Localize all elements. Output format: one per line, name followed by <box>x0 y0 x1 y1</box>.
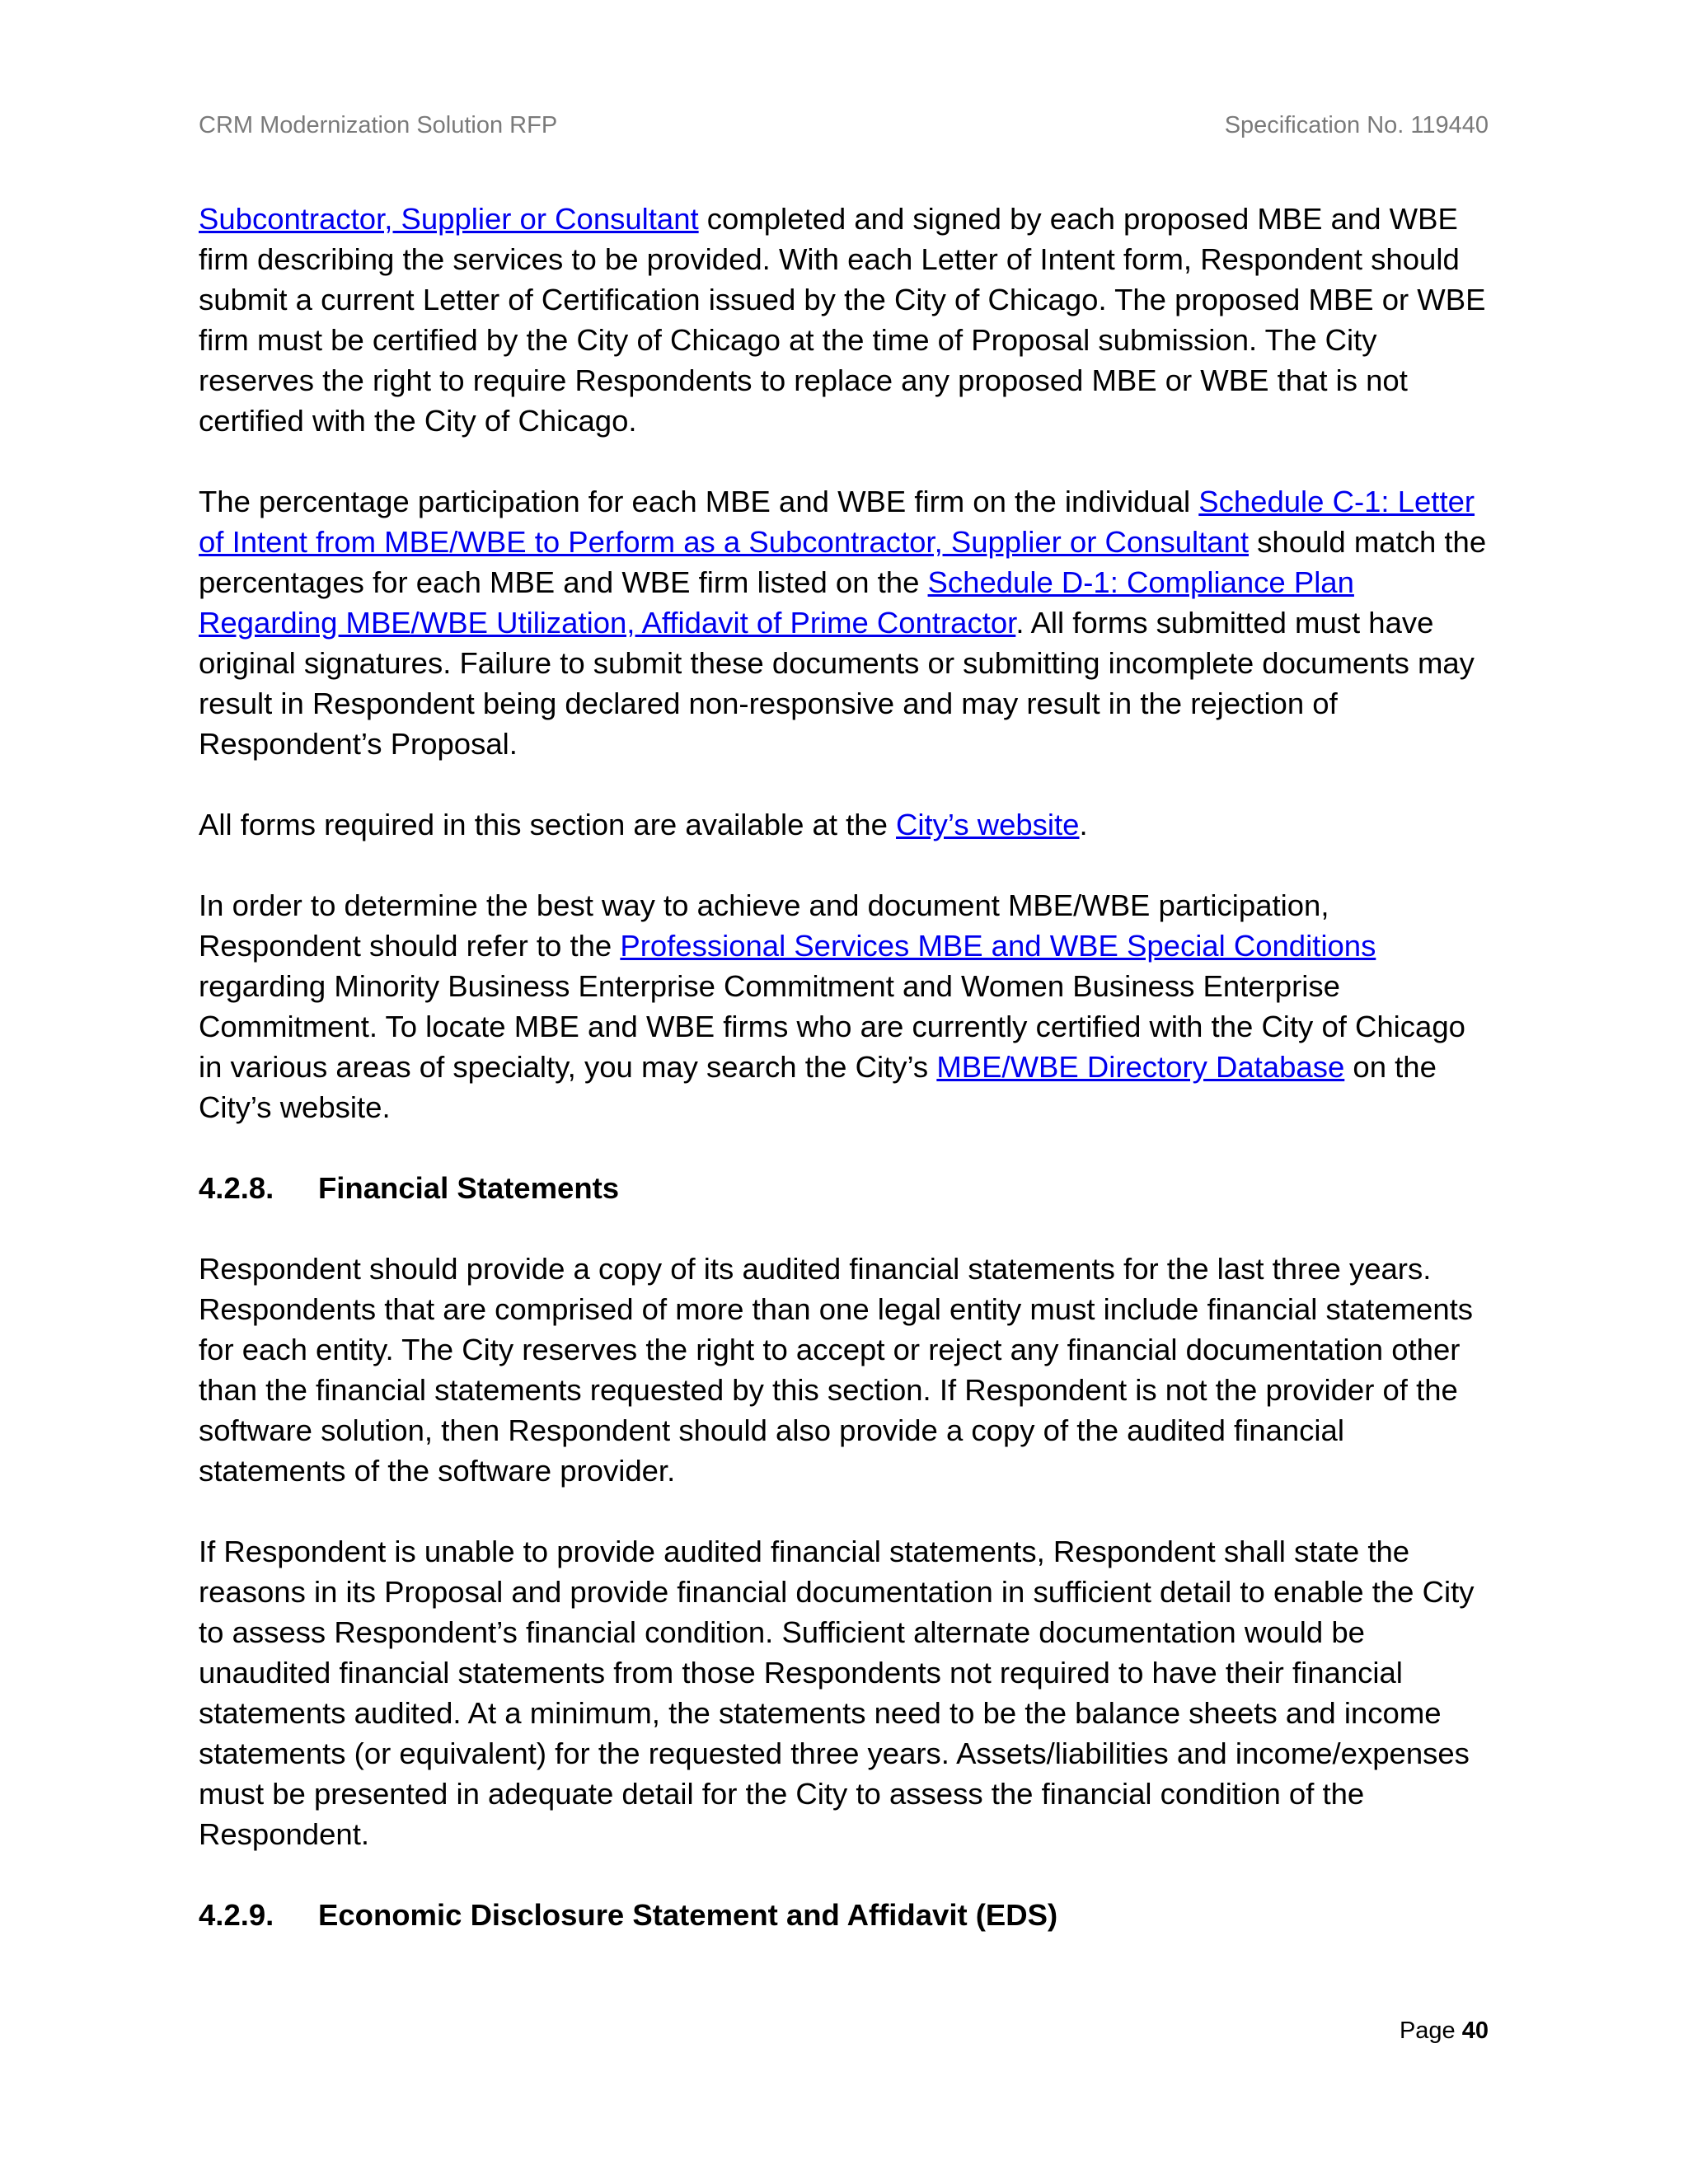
paragraph-forms-available <box>199 804 1489 845</box>
paragraph-mbe-wbe-participation <box>199 885 1489 1127</box>
paragraph-text: The percentage participation for each MBE and WBE firm on the individual <box>199 485 1199 518</box>
paragraph-text: regarding Minority Business Enterprise Commitment and Women Business Enterprise Commitment. To locate MBE and WBE firms who are currently certified with the City of Chicago in various areas of specialty, you may search the City’s <box>199 969 1465 1084</box>
section-heading-eds <box>199 1895 1489 1935</box>
page-number: 40 <box>1461 2018 1489 2044</box>
paragraph-text: . All forms submitted must have original signatures. Failure to submit these documents or submitting incomplete documents may result in Respondent being declared non-responsive and may result in the rejection of Respondent’s Proposal. <box>199 606 1475 761</box>
page-label: Page <box>1399 2018 1462 2044</box>
link-schedule-d1[interactable]: Schedule D-1: Compliance Plan Regarding MBE/WBE Utilization, Affidavit of Prime Contractor <box>199 565 1354 640</box>
paragraph-text: on the City’s website. <box>199 1050 1437 1124</box>
link-city-website[interactable]: City’s website <box>896 808 1080 841</box>
section-title: Financial Statements <box>318 1171 620 1205</box>
section-number: 4.2.8. <box>199 1171 274 1205</box>
page-footer <box>1400 2013 1489 2049</box>
paragraph-text: All forms required in this section are available at the <box>199 808 897 841</box>
link-directory-database[interactable]: MBE/WBE Directory Database <box>936 1050 1345 1084</box>
section-heading-financial-statements <box>199 1168 1489 1208</box>
document-body <box>199 199 1489 1975</box>
paragraph-text: completed and signed by each proposed MBE and WBE firm describing the services to be provided. With each Letter of Intent form, Respondent should submit a current Letter of Certification issued by the City of Chicago. The proposed MBE or WBE firm must be certified by the City of Chicago at the time of Proposal submission. The City reserves the right to require Respondents to replace any proposed MBE or WBE that is not certified with the City of Chicago. <box>199 202 1486 438</box>
page-header <box>199 107 1489 143</box>
section-number: 4.2.9. <box>199 1898 274 1932</box>
paragraph-text: should match the percentages for each MBE and WBE firm listed on the <box>199 525 1487 599</box>
link-schedule-c1[interactable]: Schedule C-1: Letter of Intent from MBE/WBE to Perform as a Subcontractor, Supplier or Consultant <box>199 485 1475 559</box>
link-subcontractor-supplier-consultant[interactable]: Subcontractor, Supplier or Consultant <box>199 202 699 236</box>
header-specification-number: Specification No. 119440 <box>1224 112 1489 138</box>
paragraph-text: In order to determine the best way to achieve and document MBE/WBE participation, Respondent should refer to the <box>199 888 1329 963</box>
paragraph-audited-financials: Respondent should provide a copy of its audited financial statements for the last three years. Respondents that are comprised of more than one legal entity must include financial statements for each entity. The City reserves the right to accept or reject any financial documentation other than the financial statements requested by this section. If Respondent is not the provider of the software solution, then Respondent should also provide a copy of the audited financial statements of the software provider. <box>199 1252 1474 1488</box>
paragraph-letter-of-intent <box>199 199 1489 441</box>
section-title: Economic Disclosure Statement and Affidavit (EDS) <box>318 1898 1058 1932</box>
paragraph-percentage-participation <box>199 481 1489 764</box>
header-document-title: CRM Modernization Solution RFP <box>199 112 558 138</box>
paragraph-text: . <box>1079 808 1088 841</box>
link-special-conditions[interactable]: Professional Services MBE and WBE Special Conditions <box>620 929 1376 963</box>
paragraph-alternate-documentation: If Respondent is unable to provide audited financial statements, Respondent shall state the reasons in its Proposal and provide financial documentation in sufficient detail to enable the City to assess Respondent’s financial condition. Sufficient alternate documentation would be unaudited financial statements from those Respondents not required to have their financial statements audited. At a minimum, the statements need to be the balance sheets and income statements (or equivalent) for the requested three years. Assets/liabilities and income/expenses must be presented in adequate detail for the City to assess the financial condition of the Respondent. <box>199 1535 1475 1851</box>
